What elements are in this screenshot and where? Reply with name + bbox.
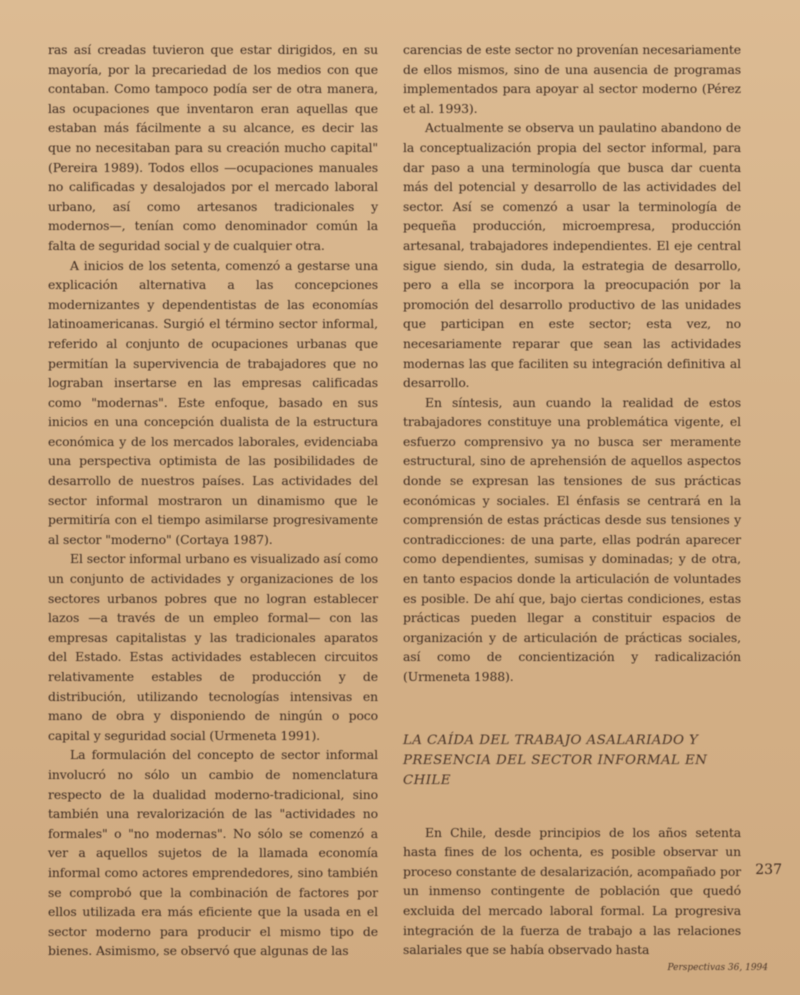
paragraph: El sector informal urbano es visualizado así como un conjunto de actividades y organizaciones de los sectores urbanos pobres que no logran establecer lazos —a través de un empleo formal— con las empresas capitalistas y las tradicionales aparatos del Estado. Estas actividades establecen circuitos relativamente estables de producción y de distribución, utilizando tecnologías intensivas en mano de obra y disponiendo de ningún o poco capital y seguridad social (Urmeneta 1991). [48, 551, 378, 743]
paragraph: En Chile, desde principios de los años setenta hasta fines de los ochenta, es posible observar un proceso constante de desalarización, acompañado por un inmenso contingente de población que quedó excluida del mercado laboral formal. La progresiva integración de la fuerza de trabajo a las relaciones salariales que se había observado hasta [403, 824, 741, 958]
journal-footer: Perspectivas 36, 1994 [667, 963, 768, 973]
paragraph: En síntesis, aun cuando la realidad de estos trabajadores constituye una problemática vigente, el esfuerzo comprensivo ya no busca ser meramente estructural, sino de aprehensión de aquellos aspectos donde se expresan las tensiones de sus prácticas económicas y sociales. El énfasis se centrará en la comprensión de estas prácticas desde sus tensiones y contradicciones: de una parte, ellas podrán aparecer como dependientes, sumisas y dominadas; y de otra, en tanto espacios donde la articulación de voluntades es posible. De ahí que, bajo ciertas condiciones, estas prácticas pueden llegar a constituir espacios de organización y de articulación de prácticas sociales, así como de concientización y radicalización (Urmeneta 1988). [403, 394, 741, 684]
right-column [403, 40, 741, 960]
paragraph: carencias de este sector no provenían necesariamente de ellos mismos, sino de una ausencia de programas implementados para apoyar al sector moderno (Pérez et al. 1993). [403, 42, 741, 116]
paragraph: A inicios de los setenta, comenzó a gestarse una explicación alternativa a las concepciones modernizantes y dependentistas de las economías latinoamericanas. Surgió el término sector informal, referido al conjunto de ocupaciones urbanas que permitían la supervivencia de trabajadores que no lograban insertarse en las empresas calificadas como "modernas". Este enfoque, basado en sus inicios en una concepción dualista de la estructura económica y de los mercados laborales, evidenciaba una perspectiva optimista de las posibilidades de desarrollo de nuestros países. Las actividades del sector informal mostraron un dinamismo que le permitiría con el tiempo asimilarse progresivamente al sector "moderno" (Cortaya 1987). [48, 257, 378, 547]
left-column [48, 40, 378, 961]
section-heading: LA CAÍDA DEL TRABAJO ASALARIADO Y PRESENCIA DEL SECTOR INFORMAL EN CHILE [403, 732, 708, 788]
paragraph: ras así creadas tuvieron que estar dirigidos, en su mayoría, por la precariedad de los medios con que contaban. Como tampoco podía ser de otra manera, las ocupaciones que inventaron eran aquellas que estaban más fácilmente a su alcance, es decir las que no necesitaban para su creación mucho capital" (Pereira 1989). Todos ellos —ocupaciones manuales no calificadas y desalojados por el mercado laboral urbano, así como artesanos tradicionales y modernos—, tenían como denominador común la falta de seguridad social y de cualquier otra. [48, 42, 378, 253]
paragraph: La formulación del concepto de sector informal involucró no sólo un cambio de nomenclatura respecto de la dualidad moderno-tradicional, sino también una revalorización de las "actividades no formales" o "no modernas". No sólo se comenzó a ver a aquellos sujetos de la llamada economía informal como actores emprendedores, sino también se comprobó que la combinación de factores por ellos utilizada era más eficiente que la usada en el sector moderno para producir el mismo tipo de bienes. Asimismo, se observó que algunas de las [48, 747, 378, 959]
page-number: 237 [755, 862, 782, 878]
paragraph: Actualmente se observa un paulatino abandono de la conceptualización propia del sector informal, para dar paso a una terminología que busca dar cuenta más del potencial y desarrollo de las actividades del sector. Así se comenzó a usar la terminología de pequeña producción, microempresa, producción artesanal, trabajadores independientes. El eje central sigue siendo, sin duda, la estrategia de desarrollo, pero a ella se incorpora la preocupación por la promoción del desarrollo productivo de las unidades que participan en este sector; esta vez, no necesariamente reparar que sean las actividades modernas las que faciliten su integración definitiva al desarrollo. [403, 120, 741, 391]
